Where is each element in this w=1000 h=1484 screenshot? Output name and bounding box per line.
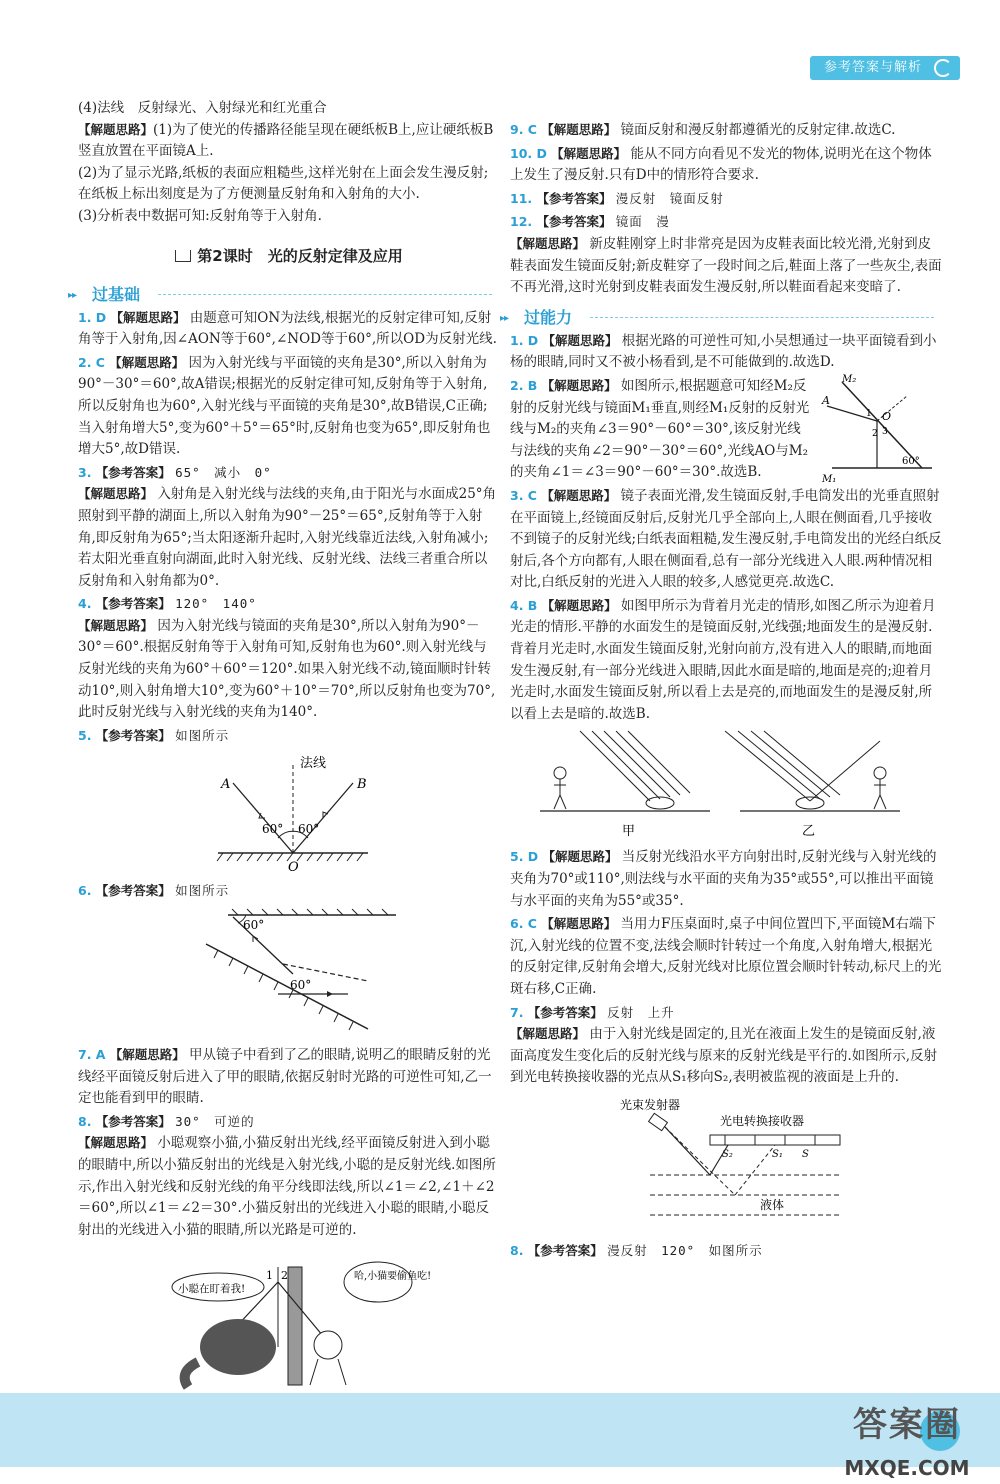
- prev-analysis-1: [78, 120, 500, 163]
- ability-question-3: [510, 486, 942, 594]
- two-mirror-diagram: [822, 373, 942, 486]
- question-text: 由于入射光线是固定的,且光在液面上发生的是镜面反射,液面高度发生变化后的反射光线与原来的反射光线是平行的.如图所示,反射到光电转换接收器的光点从S₁移向S₂,表明被监视的液面是上升的.: [510, 1026, 938, 1086]
- question-text: 当用力F压桌面时,桌子中间位置凹下,平面镜M右端下沉,入射光线的位置不变,法线会顺时针转过一个角度,入射角增大,根据光的反射定律,反射角会增大,反射光线对比原位置会顺时针转动,标尺上的光斑右移,C正确.: [510, 916, 942, 997]
- lesson-title: [78, 244, 500, 268]
- question-text: 由题意可知ON为法线,根据光的反射定律可知,反射角等于入射角,因∠AON等于60°,∠NOD等于60°,所以OD为反射光线.: [78, 309, 497, 348]
- tag-analysis: 【解题思路】: [541, 597, 617, 613]
- watermark-url: MXQE.COM: [844, 1456, 970, 1481]
- question-number: 8.: [78, 1113, 92, 1129]
- question-number: 2.: [78, 354, 92, 370]
- reference-answer: 漫反射 120° 如图所示: [607, 1242, 763, 1258]
- section-head-basic: [68, 282, 500, 304]
- tag-reference: 【参考答案】: [95, 1113, 171, 1129]
- reflection-diagram: [78, 753, 500, 875]
- swirl-icon: [934, 59, 952, 77]
- tag-analysis: 【解题思路】: [541, 122, 617, 137]
- dots-icon: ▸▸: [68, 289, 77, 301]
- question-text: 镜面反射和漫反射都遵循光的反射定律.故选C.: [620, 122, 896, 138]
- tag-analysis: 【解题思路】: [109, 354, 185, 370]
- tag-analysis: 【解题思路】: [510, 235, 586, 251]
- tag-analysis: 【解题思路】: [510, 1026, 586, 1042]
- label-angle2: 60°: [298, 822, 320, 837]
- question-number: 3.: [78, 464, 92, 480]
- liquid-level-diagram: [510, 1095, 942, 1235]
- tag-analysis: 【解题思路】: [78, 617, 154, 633]
- question-number: 4.: [510, 597, 524, 613]
- question-text: 镜子表面光滑,发生镜面反射,手电筒发出的光垂直照射在平面镜上,经镜面反射后,反射光几乎全部向上,人眼在侧面看,几乎接收不到镜子的反射光线;白纸表面粗糙,发生漫反射,手电筒发出的光经白纸反射后,各个方向都有,人眼在侧面看,总有一部分光线进入人眼.两种情况相对比,白纸反射的光进入人眼的较多,人感觉更亮.故选C.: [510, 487, 942, 591]
- question-answer: C: [527, 916, 537, 932]
- question-12: [510, 212, 942, 298]
- figure-q6: [78, 909, 500, 1039]
- label-emitter: 光束发射器: [620, 1097, 681, 1112]
- dots-icon: ▸▸: [500, 312, 509, 324]
- label-normal: 法线: [300, 756, 327, 772]
- header-tag: [810, 56, 960, 80]
- label-2: 2: [281, 1269, 288, 1283]
- question-3: [78, 463, 500, 593]
- question-number: 11.: [510, 190, 533, 206]
- question-text: 新皮鞋刚穿上时非常亮是因为皮鞋表面比较光滑,光射到皮鞋表面发生镜面反射;新皮鞋穿了一段时间之后,鞋面上落了一些灰尘,表面不再光滑,这时光射到皮鞋表面发生漫反射,所以鞋面看起来变暗了.: [510, 235, 942, 296]
- tag-reference: 【参考答案】: [95, 883, 171, 899]
- question-text: 小聪观察小猫,小猫反射出光线,经平面镜反射进入到小聪的眼睛中,所以小猫反射出的光线是入射光线,小聪的是反射光线.如图所示,作出入射光线和反射光线的角平分线即法线,所以∠1＝∠2,∠1＋∠2＝60°,所以∠1＝∠2＝30°.小猫反射出的光线进入小聪的眼睛,小聪反射出的光线进入小猫的眼睛,所以光路是可逆的.: [78, 1135, 496, 1238]
- prev-analysis-2: (2)为了显示光路,纸板的表面应粗糙些,这样光射在上面会发生漫反射;在纸板上标出刻度是为了方便测量反射角和入射角的大小.: [78, 164, 489, 203]
- question-number: 5.: [78, 727, 92, 743]
- label-yi: 乙: [802, 824, 816, 840]
- question-number: 4.: [78, 596, 92, 612]
- reference-answer: 如图所示: [175, 883, 230, 899]
- figure-r7: [510, 1095, 942, 1235]
- reference-answer: 反射 上升: [607, 1004, 675, 1020]
- question-number: 1.: [510, 332, 524, 348]
- cat-mirror-illustration: [78, 1247, 500, 1387]
- book-icon: [175, 250, 191, 262]
- question-6: [78, 881, 500, 903]
- tag-reference: 【参考答案】: [95, 727, 171, 743]
- question-number: 3.: [510, 487, 524, 503]
- header-tag-text: 参考答案与解析: [823, 60, 922, 75]
- question-text: 根据光路的可逆性可知,小吴想通过一块平面镜看到小杨的眼睛,同时又不被小杨看到,是不可能做到的.故选D.: [510, 332, 937, 371]
- question-number: 5.: [510, 849, 524, 865]
- question-5: [78, 726, 500, 748]
- question-number: 7.: [78, 1047, 92, 1063]
- reference-answer: 65° 减小 0°: [175, 464, 272, 480]
- question-text: 因为入射光线与镜面的夹角是30°,所以入射角为90°－30°＝60°.根据反射角等于入射角可知,反射角也为60°.则入射光线与反射光线的夹角为60°＋60°＝120°.如果入射光线不动,镜面顺时针转动10°,则入射角增大10°,变为60°＋10°＝70°,所以反射角也变为70°,此时反射光线与入射光线的夹角为140°.: [78, 617, 496, 721]
- label-receiver: 光电转换接收器: [720, 1113, 805, 1128]
- section-head-ability: [500, 305, 942, 327]
- label-3: 3: [882, 426, 888, 437]
- watermark-logo-text: 答案圈: [853, 1405, 961, 1445]
- label-1: 1: [866, 408, 872, 419]
- question-answer: C: [95, 354, 105, 370]
- reference-answer: 如图所示: [175, 727, 230, 743]
- label-O: O: [288, 860, 299, 876]
- label-A: A: [221, 777, 231, 793]
- label-s1: S₁: [772, 1148, 783, 1160]
- label-B: B: [357, 777, 367, 793]
- question-number: 10.: [510, 145, 533, 161]
- label-1: 1: [266, 1269, 273, 1283]
- header-band: [0, 0, 1000, 88]
- tag-analysis: 【解题思路】: [78, 1135, 154, 1151]
- question-8: [78, 1112, 500, 1242]
- reflection-diagram-2: [78, 909, 500, 1039]
- question-text: 因为入射光线与平面镜的夹角是30°,所以入射角为90°－30°＝60°,故A错误;根据光的反射定律可知,反射角等于入射角,所以反射角也为60°,入射光线与平面镜的夹角是30°,故B错误,C正确;当入射角增大5°,变为60°＋5°＝65°时,反射角也变为65°,即反射角也增大5°,故D错误.: [78, 354, 491, 458]
- question-text: 入射角是入射光线与法线的夹角,由于阳光与水面成25°角照射到平静的湖面上,所以入射角为90°－25°＝65°,反射角等于入射角,即反射角为65°;当太阳逐渐升起时,入射光线靠近法线,入射角减小;若太阳光垂直射向湖面,此时入射光线、反射光线、法线三者重合所以反射角和入射角都为0°.: [78, 486, 497, 589]
- question-number: 6.: [78, 883, 92, 899]
- question-1: [78, 308, 500, 351]
- section-rule: [158, 294, 492, 295]
- question-answer: D: [536, 145, 547, 161]
- ability-question-4: [510, 596, 942, 726]
- moonlight-diagram: [510, 731, 942, 841]
- watermark-logo: [832, 1398, 982, 1484]
- label-s: S: [802, 1148, 809, 1160]
- label-jia: 甲: [622, 824, 636, 840]
- tag-analysis: 【解题思路】: [542, 849, 618, 865]
- speech-bubble-2: 哈,小猫要偷鱼吃!: [354, 1271, 432, 1283]
- label-A: A: [822, 393, 830, 407]
- tag-analysis: 【解题思路】: [541, 377, 617, 393]
- label-angle1: 60°: [262, 822, 284, 837]
- left-column: [68, 98, 500, 1393]
- tag-reference: 【参考答案】: [536, 214, 612, 230]
- question-text: 能从不同方向看见不发光的物体,说明光在这个物体上发生了漫反射.只有D中的情形符合要求.: [510, 145, 932, 184]
- section-label-basic: 过基础: [92, 284, 141, 304]
- tag-reference: 【参考答案】: [95, 464, 171, 480]
- tag-analysis: 【解题思路】: [109, 1047, 185, 1063]
- section-rule: [590, 317, 934, 318]
- figure-r4: [510, 731, 942, 841]
- reference-answer: 120° 140°: [175, 596, 257, 612]
- question-2: [78, 353, 500, 461]
- question-number: 6.: [510, 916, 524, 932]
- question-answer: C: [527, 122, 537, 137]
- question-number: 12.: [510, 214, 533, 230]
- ability-question-6: [510, 914, 942, 1000]
- figure-q5: [78, 753, 500, 875]
- reference-answer: 30° 可逆的: [175, 1113, 255, 1129]
- tag-analysis: 【解题思路】: [110, 309, 186, 325]
- question-number: 9.: [510, 122, 524, 137]
- label-M2: M₂: [842, 373, 857, 385]
- question-10: [510, 144, 942, 187]
- ability-question-2: [510, 373, 942, 485]
- question-number: 7.: [510, 1004, 524, 1020]
- label-M1: M₁: [822, 473, 837, 485]
- tag-reference: 【参考答案】: [527, 1004, 603, 1020]
- label-O: O: [882, 409, 892, 423]
- tag-reference: 【参考答案】: [527, 1242, 603, 1258]
- question-text: 甲从镜子中看到了乙的眼睛,说明乙的眼睛反射的光线经平面镜反射后进入了甲的眼睛,依据反射时光路的可逆性可知,乙一定也能看到甲的眼睛.: [78, 1047, 492, 1107]
- question-answer: A: [95, 1047, 106, 1063]
- question-4: [78, 594, 500, 724]
- tag-analysis: 【解题思路】: [541, 487, 617, 503]
- question-text: 如图甲所示为背着月光走的情形,如图乙所示为迎着月光走的情形.平静的水面发生的是镜面反射,光线强;地面发生的是漫反射.背着月光走时,水面发生镜面反射,光射向前方,没有进入人的眼睛,而地面发生漫反射,有一部分光线进入眼睛,因此水面是暗的,地面是亮的;迎着月光走时,水面发生镜面反射,所以看上去是亮的,而地面发生的是漫反射,所以看上去是暗的.故选B.: [510, 597, 936, 722]
- question-text: 当反射光线沿水平方向射出时,反射光线与入射光线的夹角为70°或110°,则法线与水平面的夹角为35°或55°,可以推出平面镜与水平面的夹角为55°或35°.: [510, 849, 937, 909]
- ability-question-5: [510, 847, 942, 912]
- reference-answer: 镜面 漫: [615, 214, 670, 230]
- question-text: 如图所示,根据题意可知经M₂反射的反射光线与镜面M₁垂直,则经M₁反射的反射光线与M₂的夹角∠3＝90°－60°＝30°,该反射光线与法线的夹角∠2＝90°－30°＝60°,光线AO与M₂的夹角∠1＝∠3＝90°－60°＝30°.故选B.: [510, 377, 810, 481]
- tag-reference: 【参考答案】: [536, 190, 612, 206]
- tag-analysis: 【解题思路】: [551, 145, 627, 161]
- prev-analysis-3: (3)分析表中数据可知:反射角等于入射角.: [78, 207, 322, 224]
- question-7: [78, 1045, 500, 1110]
- question-answer: C: [527, 487, 537, 503]
- right-column: [500, 120, 942, 1265]
- prev-analysis-text: (1)为了使光的传播路径能呈现在硬纸板B上,应让硬纸板B竖直放置在平面镜A上.: [78, 121, 494, 160]
- label-angle: 60°: [902, 455, 920, 467]
- figure-q8: [78, 1247, 500, 1387]
- tag-analysis: 【解题思路】: [541, 916, 617, 932]
- tag-analysis: 【解题思路】: [78, 486, 154, 502]
- question-number: 8.: [510, 1242, 524, 1258]
- question-answer: D: [95, 309, 107, 325]
- label-angle1: 60°: [243, 918, 265, 933]
- question-number: 2.: [510, 377, 524, 393]
- question-answer: B: [527, 377, 538, 393]
- label-2: 2: [872, 428, 878, 439]
- prev-line-4: (4)法线 反射绿光、入射绿光和红光重合: [78, 100, 327, 116]
- section-label-ability: 过能力: [524, 307, 573, 327]
- tag-reference: 【参考答案】: [95, 596, 171, 612]
- speech-bubble-1: 小聪在盯着我!: [178, 1283, 246, 1296]
- tag-analysis: 【解题思路】: [542, 332, 618, 348]
- ability-question-1: [510, 331, 942, 374]
- question-number: 1.: [78, 309, 92, 325]
- question-answer: D: [527, 332, 539, 348]
- label-s2: S₂: [722, 1148, 733, 1160]
- question-11: [510, 189, 942, 211]
- ability-question-8: [510, 1241, 942, 1263]
- label-angle2: 60°: [290, 978, 312, 993]
- question-9: [510, 120, 942, 142]
- label-liquid: 液体: [760, 1197, 785, 1212]
- question-answer: D: [527, 849, 539, 865]
- reference-answer: 漫反射 镜面反射: [615, 190, 724, 206]
- ability-question-7: [510, 1003, 942, 1089]
- question-answer: B: [527, 597, 538, 613]
- lesson-title-text: 第2课时 光的反射定律及应用: [197, 246, 403, 265]
- tag-analysis: 【解题思路】: [78, 121, 154, 137]
